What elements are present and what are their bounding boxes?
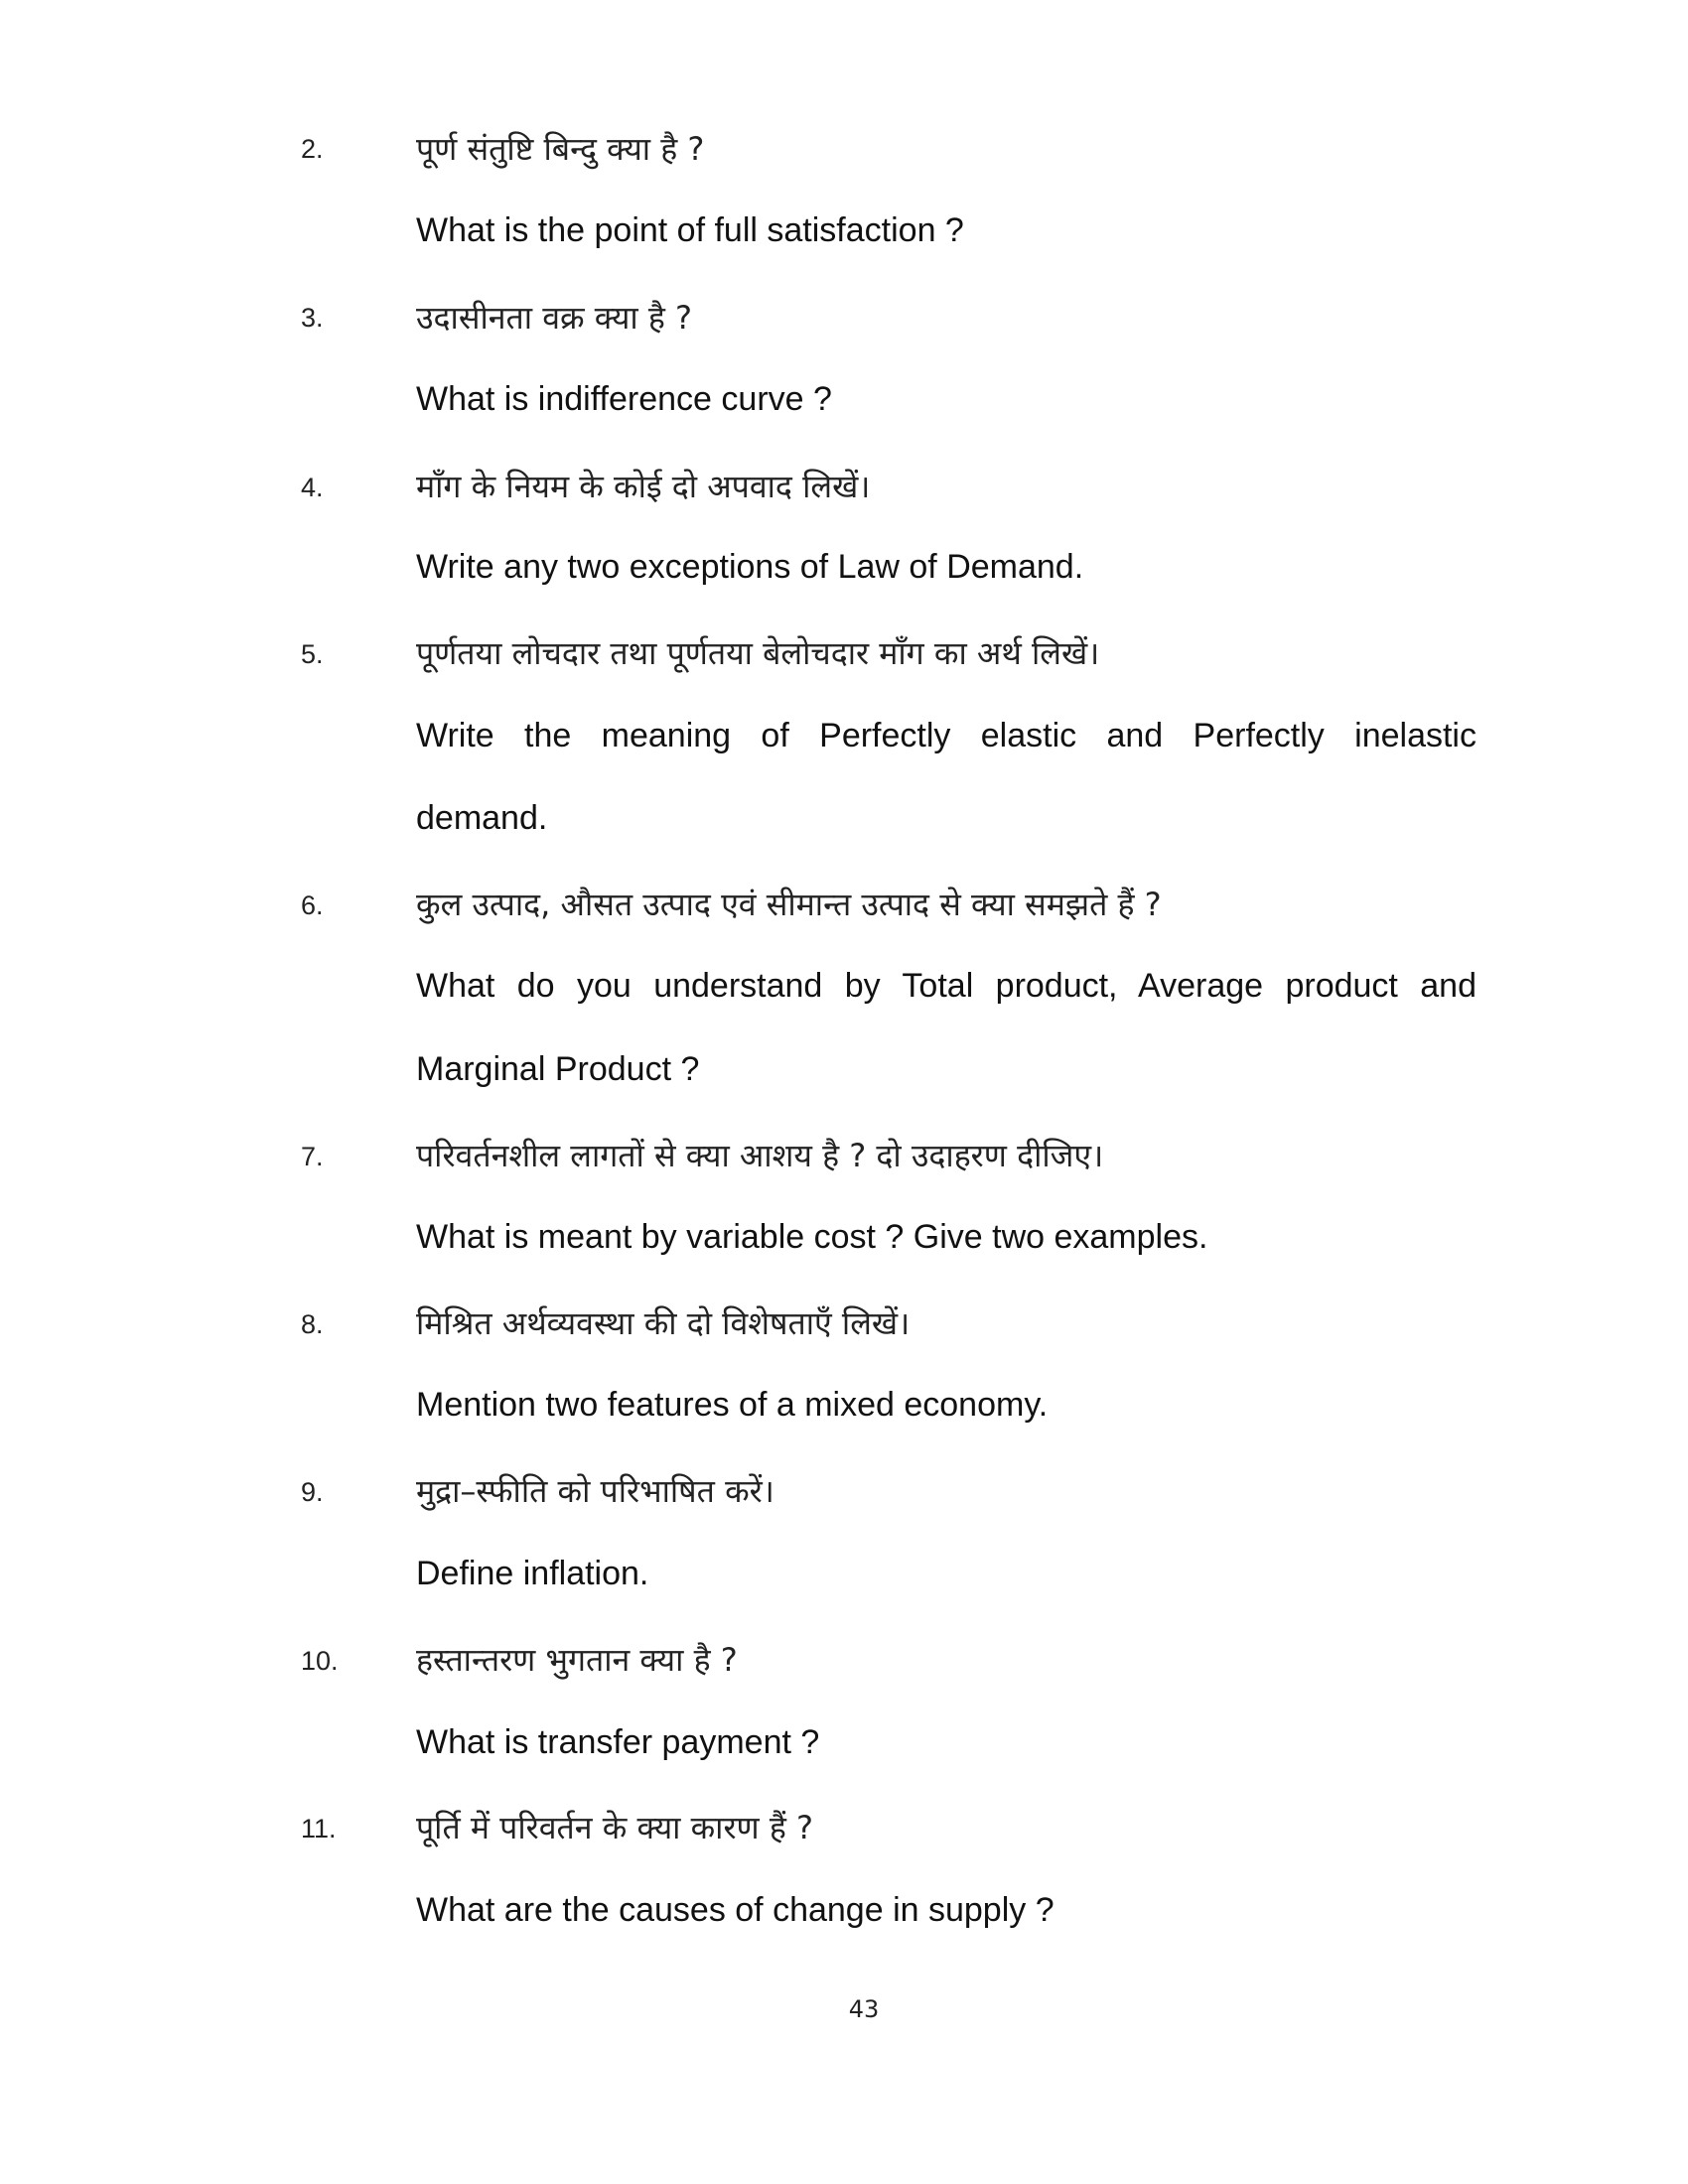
- question-hindi: मिश्रित अर्थव्यवस्था की दो विशेषताएँ लिखें।: [416, 1304, 911, 1342]
- question-english: Write the meaning of Perfectly elastic and Perfectly inelastic: [416, 717, 1477, 754]
- question-english: Write any two exceptions of Law of Demand.: [416, 548, 1084, 586]
- question-number: 6.: [301, 890, 324, 920]
- question-english-continued: Marginal Product ?: [416, 1050, 700, 1088]
- question-hindi: पूर्णतया लोचदार तथा पूर्णतया बेलोचदार माँग का अर्थ लिखें।: [416, 634, 1100, 672]
- question-english: What is meant by variable cost ? Give two examples.: [416, 1218, 1208, 1256]
- question-hindi: मुद्रा–स्फीति को परिभाषित करें।: [416, 1472, 774, 1510]
- question-number: 2.: [301, 134, 324, 164]
- question-hindi: कुल उत्पाद, औसत उत्पाद एवं सीमान्त उत्पाद से क्या समझते हैं ?: [416, 886, 1162, 923]
- question-english: Mention two features of a mixed economy.: [416, 1386, 1049, 1424]
- question-english-continued: demand.: [416, 799, 548, 837]
- question-hindi: उदासीनता वक्र क्या है ?: [416, 299, 693, 337]
- question-number: 7.: [301, 1142, 324, 1171]
- question-hindi: माँग के नियम के कोई दो अपवाद लिखें।: [416, 468, 871, 505]
- question-number: 5.: [301, 639, 324, 669]
- question-hindi: हस्तान्तरण भुगतान क्या है ?: [416, 1641, 738, 1679]
- question-hindi: पूर्ति में परिवर्तन के क्या कारण हैं ?: [416, 1809, 813, 1846]
- question-number: 4.: [301, 473, 324, 502]
- question-number: 9.: [301, 1477, 324, 1507]
- page-number: 43: [848, 1995, 880, 2023]
- question-english: What is transfer payment ?: [416, 1723, 820, 1761]
- question-number: 8.: [301, 1309, 324, 1339]
- question-number: 11.: [301, 1814, 337, 1843]
- question-english: What do you understand by Total product, Average product and: [416, 967, 1477, 1005]
- question-english: What is indifference curve ?: [416, 380, 832, 418]
- question-hindi: परिवर्तनशील लागतों से क्या आशय है ? दो उदाहरण दीजिए।: [416, 1137, 1104, 1174]
- question-number: 3.: [301, 303, 324, 333]
- question-number: 10.: [301, 1646, 339, 1676]
- question-english: What are the causes of change in supply ?: [416, 1891, 1055, 1929]
- question-english: What is the point of full satisfaction ?: [416, 211, 964, 249]
- question-english: Define inflation.: [416, 1555, 649, 1592]
- question-hindi: पूर्ण संतुष्टि बिन्दु क्या है ?: [416, 130, 705, 168]
